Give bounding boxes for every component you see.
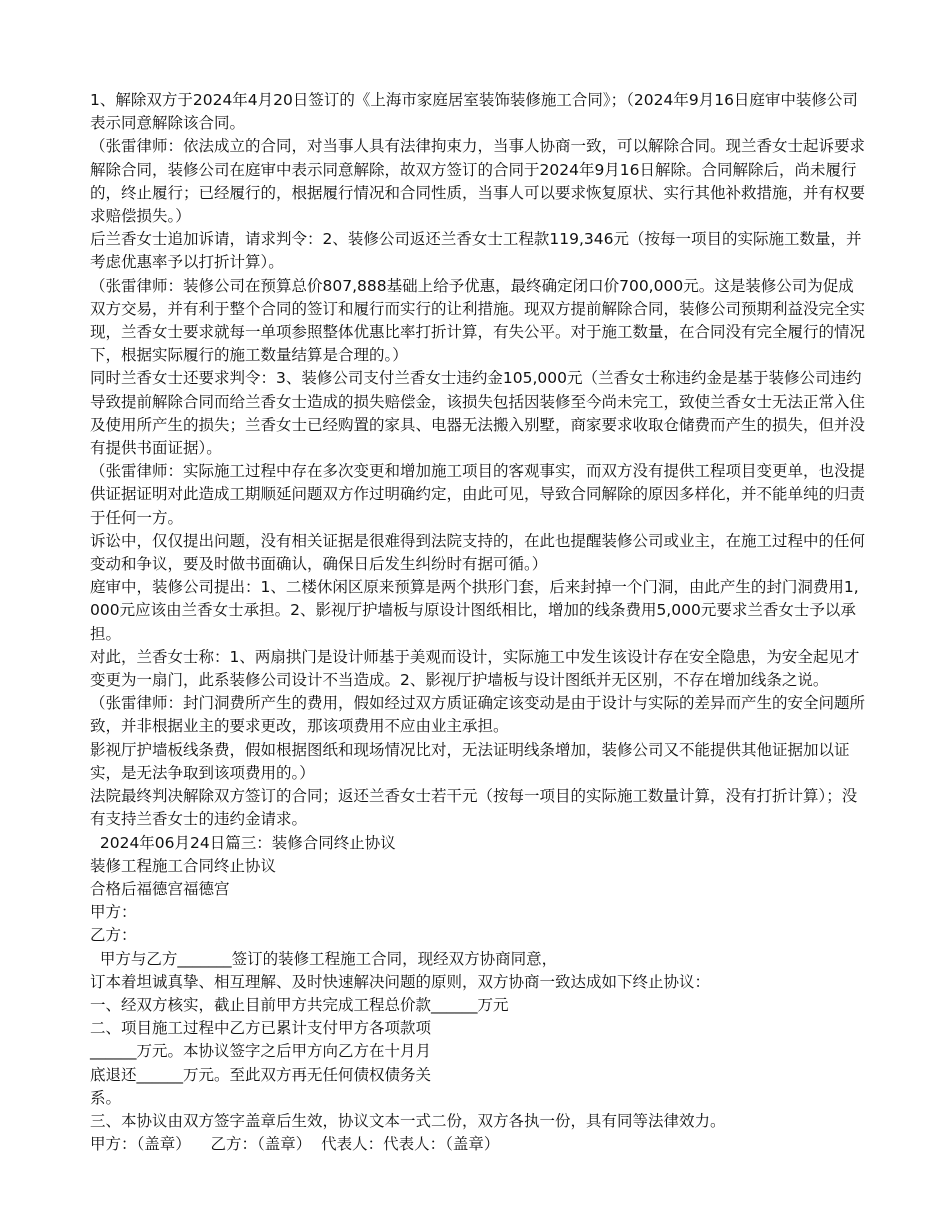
clause-2-line-1: 二、项目施工过程中乙方已累计支付甲方各项款项 (90, 1019, 432, 1038)
clause-2-line-3: 底退还______万元。至此双方再无任何债权债务关 (90, 1065, 432, 1084)
paragraph-4: （张雷律师：装修公司在预算总价807,888基础上给予优惠，最终确定闭口价700,000元。这是装修公司为促成双方交易，并有利于整个合同的签订和履行而实行的让利措施。现双方提前解除合同，装修公司预期利益没完全实现，兰香女士要求就每一单项参照整体优惠比率打折计算，有失公平。对于施工数量，在合同没有完全履行的情况下，根据实际履行的施工数量结算是合理的。） (90, 276, 866, 365)
paragraph-11: 影视厅护墙板线条费，假如根据图纸和现场情况比对，无法证明线条增加，装修公司又不能提供其他证据加以证实，是无法争取到该项费用的。） (90, 740, 850, 782)
paragraph-5: 同时兰香女士还要求判令：3、装修公司支付兰香女士违约金105,000元（兰香女士称违约金是基于装修公司违约导致提前解除合同而给兰香女士造成的损失赔偿金，该损失包括因装修至今尚未完工，致使兰香女士无法正常入住及使用所产生的损失；兰香女士已经购置的家具、电器无法搬入别墅，商家要求收取仓储费而产生的损失，但并没有提供书面证据）。 (90, 369, 866, 458)
paragraph-9: 对此，兰香女士称：1、两扇拱门是设计师基于美观而设计，实际施工中发生该设计存在安全隐患，为安全起见才变更为一扇门，此系装修公司设计不当造成。2、影视厅护墙板与设计图纸并无区别，不存在增加线条之说。 (90, 647, 860, 690)
line-heguo: 合格后福德宫福德宫 (90, 879, 230, 898)
paragraph-6: （张雷律师：实际施工过程中存在多次变更和增加施工项目的客观事实，而双方没有提供工程项目变更单，也没提供证据证明对此造成工期顺延问题双方作过明确约定，由此可见，导致合同解除的原因多样化，并不能单纯的归责于任何一方。 (90, 462, 866, 527)
paragraph-12: 法院最终判决解除双方签订的合同；返还兰香女士若干元（按每一项目的实际施工数量计算，没有打折计算）；没有支持兰香女士的违约金请求。 (90, 787, 858, 829)
party-a-label: 甲方： (90, 903, 137, 922)
paragraph-7: 诉讼中，仅仅提出问题，没有相关证据是很难得到法院支持的，在此也提醒装修公司或业主，在施工过程中的任何变动和争议，要及时做书面确认，确保日后发生纠纷时有据可循。） (90, 531, 866, 574)
paragraph-10: （张雷律师：封门洞费所产生的费用，假如经过双方质证确定该变动是由于设计与实际的差异而产生的安全问题所致，并非根据业主的要求更改，那该项费用不应由业主承担。 (90, 694, 866, 736)
paragraph-1: 1、解除双方于2024年4月20日签订的《上海市家庭居室装饰装修施工合同》；（2024年9月16日庭审中装修公司表示同意解除该合同。 (90, 91, 858, 133)
party-b-label: 乙方： (90, 926, 137, 945)
paragraph-3: 后兰香女士追加诉请，请求判令：2、装修公司返还兰香女士工程款119,346元（按每一项目的实际施工数量，并考虑优惠率予以打折计算）。 (90, 230, 862, 272)
paragraph-2: （张雷律师：依法成立的合同，对当事人具有法律拘束力，当事人协商一致，可以解除合同。现兰香女士起诉要求解除合同，装修公司在庭审中表示同意解除，故双方签订的合同于2024年9月16日解除。合同解除后，尚未履行的，终止履行；已经履行的，根据履行情况和合同性质，当事人可以要求恢复原状、实行其他补救措施，并有权要求赔偿损失。） (90, 137, 866, 226)
section-heading-date: 2024年06月24日篇三：装修合同终止协议 (90, 833, 396, 852)
clause-3: 三、本协议由双方签字盖章后生效，协议文本一式二份，双方各执一份，具有同等法律效力。 (90, 1111, 726, 1130)
agreement-title: 装修工程施工合同终止协议 (90, 856, 277, 875)
agreement-principle: 订本着坦诚真挚、相互理解、及时快速解决问题的原则，双方协商一致达成如下终止协议： (90, 972, 711, 991)
clause-2-line-4: 系。 (90, 1088, 122, 1107)
clause-1: 一、经双方核实，截止目前甲方共完成工程总价款______万元 (90, 995, 509, 1014)
agreement-intro: 甲方与乙方_______签订的装修工程施工合同，现经双方协商同意， (90, 949, 558, 968)
signature-line: 甲方：（盖章） 乙方：（盖章） 代表人：代表人：（盖章） (90, 1135, 500, 1154)
paragraph-8: 庭审中，装修公司提出：1、二楼休闲区原来预算是两个拱形门套，后来封掉一个门洞，由此产生的封门洞费用1,000元应该由兰香女士承担。2、影视厅护墙板与原设计图纸相比，增加的线条费用5,000元要求兰香女士予以承担。 (90, 578, 859, 643)
clause-2-line-2: ______万元。本协议签字之后甲方向乙方在十月月 (90, 1042, 432, 1061)
